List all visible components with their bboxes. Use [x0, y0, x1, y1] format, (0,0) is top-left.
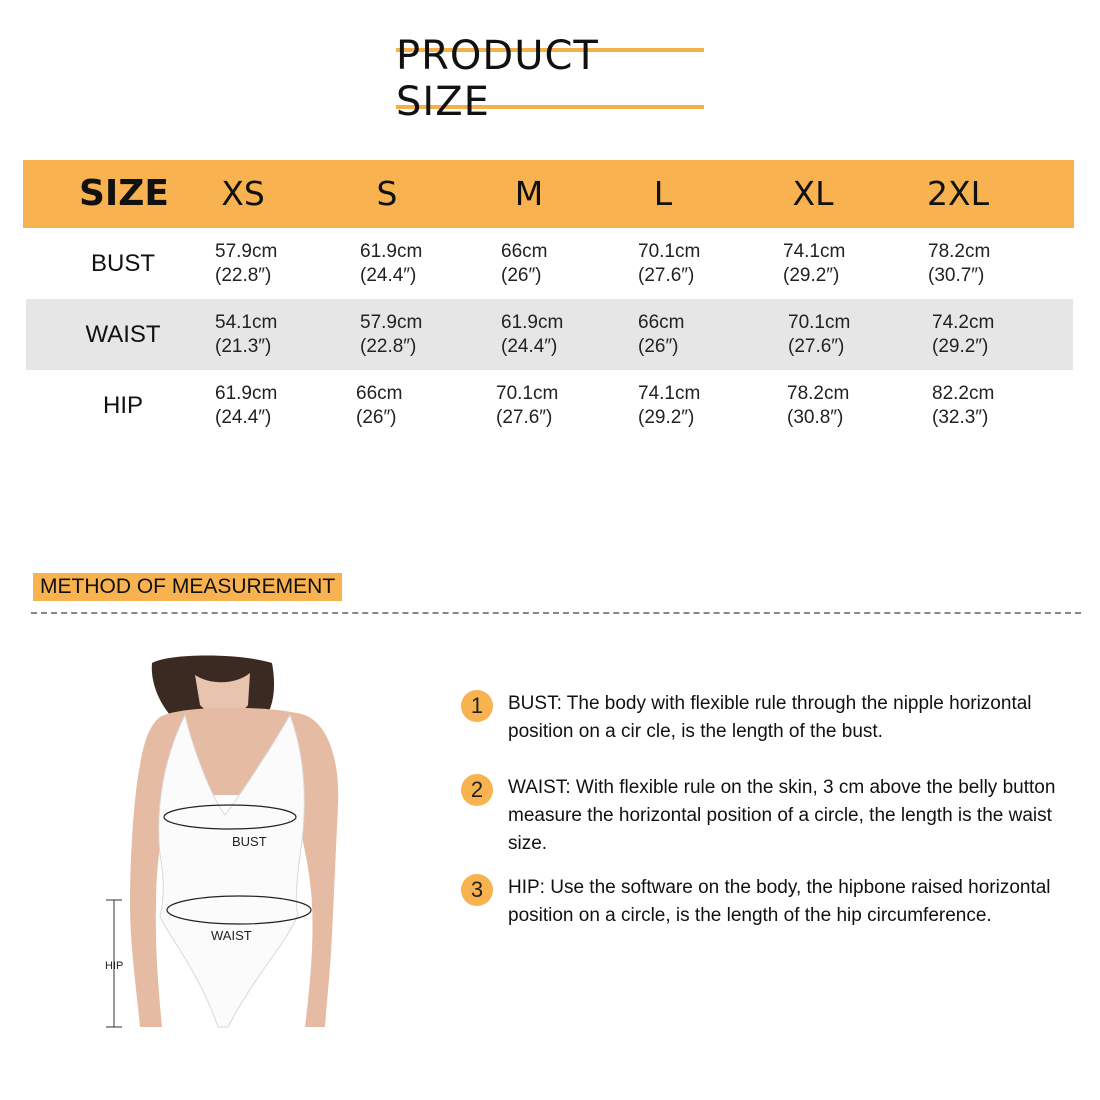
note-text: HIP: Use the software on the body, the hipbone raised horizontal position on a circle, is the length of the hip circumference.: [508, 877, 1051, 926]
table-cell: [215, 311, 277, 359]
table-cell: [501, 240, 547, 288]
cell-inch: (27.6″): [788, 336, 845, 357]
note-hip: [460, 874, 1080, 930]
table-cell: [215, 382, 277, 430]
figure-label-waist: WAIST: [211, 928, 252, 943]
table-cell: [496, 382, 558, 430]
cell-cm: 66cm: [501, 241, 548, 262]
cell-cm: 70.1cm: [788, 312, 851, 333]
cell-cm: 61.9cm: [215, 383, 278, 404]
cell-cm: 66cm: [356, 383, 403, 404]
table-header-row: [23, 160, 1074, 228]
cell-inch: (27.6″): [638, 265, 695, 286]
number-badge: 1: [461, 690, 493, 722]
table-cell: [638, 240, 700, 288]
row-label: BUST: [90, 250, 155, 277]
table-cell: [932, 311, 994, 359]
note-waist: [460, 774, 1080, 858]
figure-label-hip: HIP: [105, 960, 124, 972]
cell-inch: (30.8″): [787, 407, 844, 428]
size-table: [23, 160, 1074, 441]
cell-inch: (24.4″): [215, 407, 272, 428]
table-row-waist: [26, 299, 1073, 370]
cell-inch: (24.4″): [501, 336, 558, 357]
note-text: WAIST: With flexible rule on the skin, 3 cm above the belly button measure the horizontal position of a circle, the length is the waist size.: [508, 777, 1056, 854]
cell-cm: 78.2cm: [787, 383, 850, 404]
cell-cm: 54.1cm: [215, 312, 278, 333]
table-cell: [356, 382, 402, 430]
table-cell: [501, 311, 563, 359]
header-cell-m: M: [514, 174, 544, 213]
row-label: WAIST: [85, 321, 161, 348]
header-cell-xl: XL: [792, 174, 834, 213]
table-cell: [932, 382, 994, 430]
cell-cm: 74.1cm: [638, 383, 701, 404]
cell-cm: 57.9cm: [360, 312, 423, 333]
table-cell: [360, 240, 422, 288]
cell-cm: 57.9cm: [215, 241, 278, 262]
cell-cm: 61.9cm: [360, 241, 423, 262]
measurement-figure: [100, 655, 350, 1030]
cell-inch: (26″): [638, 336, 679, 357]
note-bust: [460, 690, 1080, 746]
table-cell: [787, 382, 849, 430]
row-label: HIP: [102, 392, 143, 419]
cell-inch: (29.2″): [783, 265, 840, 286]
cell-cm: 66cm: [638, 312, 685, 333]
figure-label-bust: BUST: [232, 834, 267, 849]
cell-inch: (30.7″): [928, 265, 985, 286]
cell-inch: (24.4″): [360, 265, 417, 286]
table-cell: [783, 240, 845, 288]
cell-inch: (26″): [356, 407, 397, 428]
dashed-divider: [31, 612, 1081, 614]
header-cell-s: S: [376, 174, 398, 213]
table-cell: [638, 382, 700, 430]
table-cell: [215, 240, 277, 288]
header-cell-xs: XS: [221, 174, 265, 213]
cell-inch: (32.3″): [932, 407, 989, 428]
table-row-hip: [23, 370, 1074, 441]
cell-inch: (27.6″): [496, 407, 553, 428]
page-title: PRODUCT SIZE: [396, 32, 599, 125]
cell-inch: (21.3″): [215, 336, 272, 357]
measurement-notes: [460, 690, 1080, 930]
title-banner: [396, 32, 704, 125]
cell-inch: (29.2″): [638, 407, 695, 428]
cell-cm: 70.1cm: [496, 383, 559, 404]
cell-inch: (22.8″): [360, 336, 417, 357]
table-cell: [638, 311, 684, 359]
header-cell-l: L: [653, 174, 673, 213]
cell-cm: 70.1cm: [638, 241, 701, 262]
table-row-bust: [23, 228, 1074, 299]
cell-cm: 74.1cm: [783, 241, 846, 262]
header-cell-size: SIZE: [78, 173, 170, 214]
method-heading: METHOD OF MEASUREMENT: [33, 573, 342, 601]
cell-inch: (22.8″): [215, 265, 272, 286]
cell-inch: (26″): [501, 265, 542, 286]
note-text: BUST: The body with flexible rule through the nipple horizontal position on a cir cle, is the length of the bust.: [508, 693, 1032, 742]
header-cell-2xl: 2XL: [927, 174, 989, 213]
number-badge: 2: [461, 774, 493, 806]
cell-cm: 74.2cm: [932, 312, 995, 333]
number-badge: 3: [461, 874, 493, 906]
cell-cm: 61.9cm: [501, 312, 564, 333]
cell-cm: 82.2cm: [932, 383, 995, 404]
cell-inch: (29.2″): [932, 336, 989, 357]
table-cell: [360, 311, 422, 359]
cell-cm: 78.2cm: [928, 241, 991, 262]
table-cell: [788, 311, 850, 359]
table-cell: [928, 240, 990, 288]
